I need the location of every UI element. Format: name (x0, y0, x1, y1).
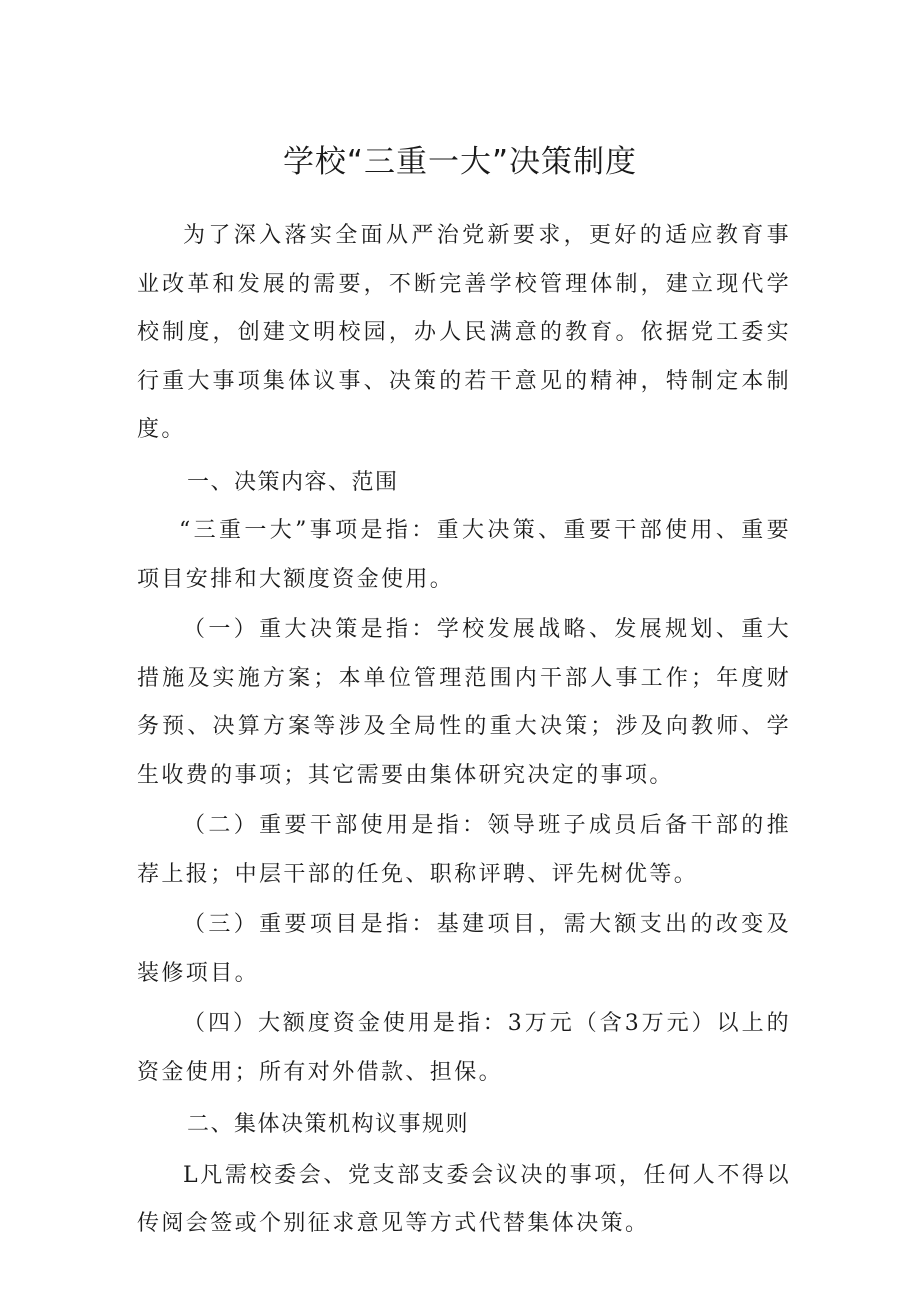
document-title: 学校“三重一大”决策制度 (282, 144, 638, 180)
section-1-definition: “三重一大”事项是指：重大决策、重要干部使用、重要项目安排和大额度资金使用。 (137, 518, 791, 592)
intro-paragraph: 为了深入落实全面从严治党新要求，更好的适应教育事业改革和发展的需要，不断完善学校管理体制，建立现代学校制度，创建文明校园，办人民满意的教育。依据党工委实行重大事项集体议事、决策的若干意见的精神，特制定本制度。 (137, 223, 791, 442)
document-body (137, 212, 791, 1249)
section-1-item-3: （三）重要项目是指：基建项目，需大额支出的改变及装修项目。 (137, 912, 791, 986)
section-2-item-1: L凡需校委会、党支部支委会议决的事项，任何人不得以传阅会签或个别征求意见等方式代替集体决策。 (137, 1162, 791, 1236)
section-1-item-1: （一）重大决策是指：学校发展战略、发展规划、重大措施及实施方案；本单位管理范围内干部人事工作；年度财务预、决算方案等涉及全局性的重大决策；涉及向教师、学生收费的事项；其它需要由集体研究决定的事项。 (137, 617, 791, 788)
section-1-heading: 一、决策内容、范围 (187, 469, 399, 495)
section-2-heading: 二、集体决策机构议事规则 (187, 1112, 470, 1137)
section-1-item-4: （四）大额度资金使用是指：3万元（含3万元）以上的资金使用；所有对外借款、担保。 (137, 1011, 791, 1085)
section-1-item-2: （二）重要干部使用是指：领导班子成员后备干部的推荐上报；中层干部的任免、职称评聘、评先树优等。 (137, 813, 791, 887)
